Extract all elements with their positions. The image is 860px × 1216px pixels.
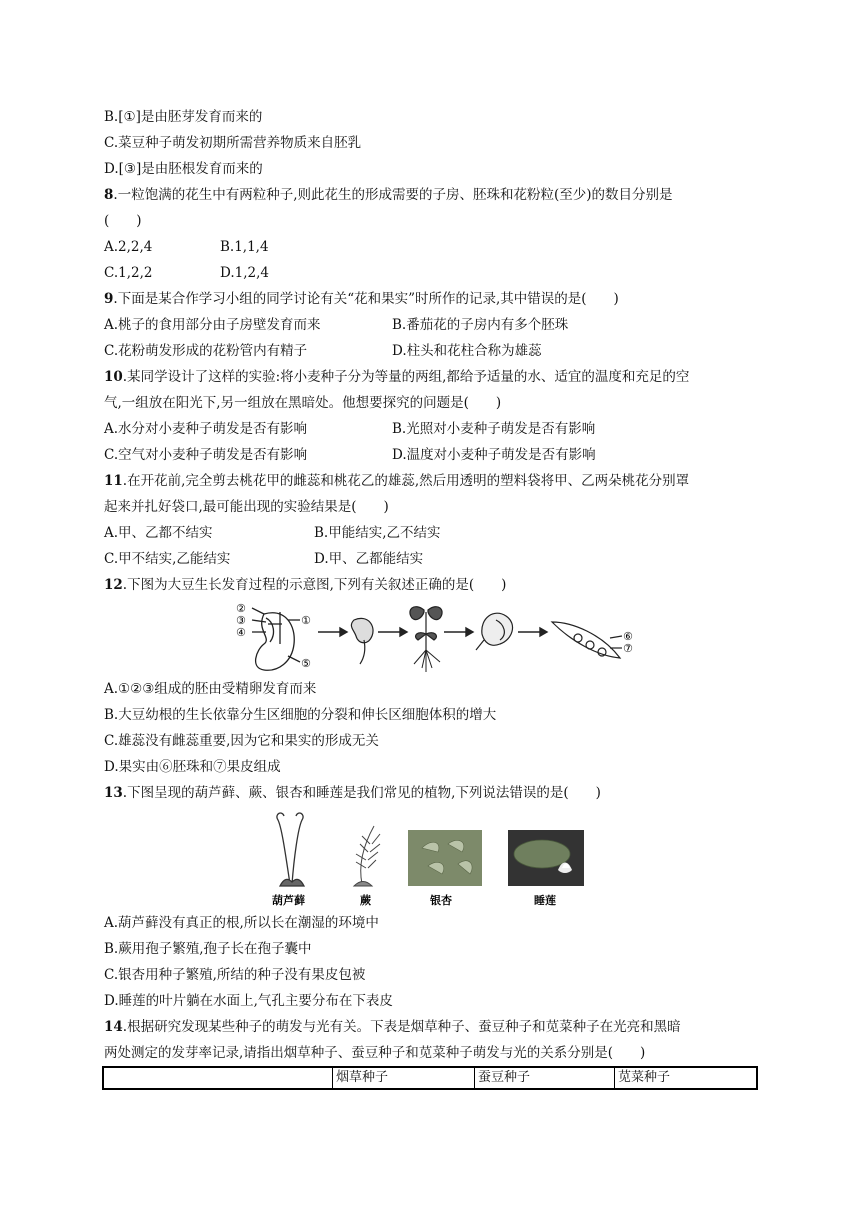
q12-option-b: B.大豆幼根的生长依靠分生区细胞的分裂和伸长区细胞体积的增大 <box>104 707 497 723</box>
q12-stem-text: .下图为大豆生长发育过程的示意图,下列有关叙述正确的是( ) <box>122 577 507 593</box>
q13-stem-text: .下图呈现的葫芦藓、蕨、银杏和睡莲是我们常见的植物,下列说法错误的是( ) <box>122 785 601 801</box>
q14-stem-text1: .根据研究发现某些种子的萌发与光有关。下表是烟草种子、蚕豆种子和苋菜种子在光亮和黑暗 <box>122 1019 681 1035</box>
q9-option-b: B.番茄花的子房内有多个胚珠 <box>392 317 569 333</box>
q8-options-row2 <box>104 264 269 282</box>
caption-ginkgo: 银杏 <box>430 894 452 907</box>
q11-option-d: D.甲、乙都能结实 <box>314 551 424 567</box>
q11-options-row2 <box>104 550 424 568</box>
q10-stem-line1 <box>104 368 689 386</box>
q10-option-c: C.空气对小麦种子萌发是否有影响 <box>104 447 308 463</box>
q11-option-a: A.甲、乙都不结实 <box>104 525 213 541</box>
q9-options-row1 <box>104 316 569 334</box>
q11-option-b: B.甲能结实,乙不结实 <box>314 525 441 541</box>
q11-options-row1 <box>104 524 441 542</box>
q10-options-row1 <box>104 420 596 438</box>
q12-stem <box>104 576 506 594</box>
label-6: ⑥ <box>623 630 633 643</box>
q14-stem-line1 <box>104 1018 681 1036</box>
q10-option-a: A.水分对小麦种子萌发是否有影响 <box>104 421 308 437</box>
q9-option-d: D.柱头和花柱合称为雄蕊 <box>392 343 542 359</box>
flower-icon <box>476 613 513 650</box>
q7-option-d: D.[③]是由胚根发育而来的 <box>104 161 263 177</box>
q9-option-c: C.花粉萌发形成的花粉管内有精子 <box>104 343 308 359</box>
q10-option-b: B.光照对小麦种子萌发是否有影响 <box>392 421 596 437</box>
q10-stem-line2: 气,一组放在阳光下,另一组放在黑暗处。他想要探究的问题是( ) <box>104 395 502 411</box>
q8-number: 8 <box>104 187 114 203</box>
q14-header-empty <box>104 1068 332 1088</box>
fern-icon <box>354 826 380 886</box>
q10-option-d: D.温度对小麦种子萌发是否有影响 <box>392 447 596 463</box>
label-4: ④ <box>236 626 246 639</box>
label-3: ③ <box>236 614 246 627</box>
label-7: ⑦ <box>623 642 633 655</box>
plant-images-row <box>262 808 592 910</box>
q8-paren: ( ) <box>104 213 142 229</box>
q9-number: 9 <box>104 291 114 307</box>
q11-stem-line2: 起来并扎好袋口,最可能出现的实验结果是( ) <box>104 499 389 515</box>
q9-option-a: A.桃子的食用部分由子房壁发育而来 <box>104 317 321 333</box>
germinating-seed-icon <box>351 618 373 664</box>
seedling-icon <box>410 607 442 672</box>
q14-table-header-row <box>102 1066 758 1090</box>
q13-option-c: C.银杏用种子繁殖,所结的种子没有果皮包被 <box>104 967 366 983</box>
q12-option-a: A.①②③组成的胚由受精卵发育而来 <box>104 681 317 697</box>
caption-water-lily: 睡莲 <box>534 894 556 907</box>
q14-header-broad-bean: 蚕豆种子 <box>474 1068 614 1088</box>
q8-stem-text: .一粒饱满的花生中有两粒种子,则此花生的形成需要的子房、胚珠和花粉粒(至少)的数目分别是 <box>113 187 673 203</box>
q9-stem-text: .下面是某合作学习小组的同学讨论有关“花和果实”时所作的记录,其中错误的是( ) <box>113 291 619 307</box>
label-2: ② <box>236 602 246 615</box>
q12-option-c: C.雄蕊没有雌蕊重要,因为它和果实的形成无关 <box>104 733 379 749</box>
q14-header-tobacco: 烟草种子 <box>332 1068 473 1088</box>
q13-option-d: D.睡莲的叶片躺在水面上,气孔主要分布在下表皮 <box>104 993 393 1009</box>
ginkgo-photo <box>408 830 482 886</box>
q11-number: 11 <box>104 473 123 489</box>
q8-option-a: A.2,2,4 <box>104 239 153 255</box>
q8-option-d: D.1,2,4 <box>220 265 269 281</box>
q11-stem-line1 <box>104 472 689 490</box>
label-5: ⑤ <box>301 657 311 670</box>
q12-number: 12 <box>104 577 123 593</box>
q7-option-c: C.菜豆种子萌发初期所需营养物质来自胚乳 <box>104 135 362 151</box>
seed-section-figure <box>252 608 300 670</box>
q10-number: 10 <box>104 369 123 385</box>
q13-option-b: B.蕨用孢子繁殖,孢子长在孢子囊中 <box>104 941 312 957</box>
soybean-growth-diagram <box>228 600 638 678</box>
q8-option-b: B.1,1,4 <box>220 239 269 255</box>
q8-options-row1 <box>104 238 269 256</box>
q12-option-d: D.果实由⑥胚珠和⑦果皮组成 <box>104 759 281 775</box>
pod-icon <box>552 622 622 658</box>
caption-moss: 葫芦藓 <box>272 894 305 907</box>
q8-option-c: C.1,2,2 <box>104 265 153 281</box>
q11-option-c: C.甲不结实,乙能结实 <box>104 551 231 567</box>
label-1: ① <box>301 614 311 627</box>
q14-stem-line2: 两处测定的发芽率记录,请指出烟草种子、蚕豆种子和苋菜种子萌发与光的关系分别是( ) <box>104 1045 646 1061</box>
q8-stem <box>104 186 673 204</box>
q14-number: 14 <box>104 1019 123 1035</box>
moss-icon <box>277 813 304 886</box>
q14-header-amaranth: 苋菜种子 <box>614 1068 756 1088</box>
q10-options-row2 <box>104 446 596 464</box>
q13-number: 13 <box>104 785 123 801</box>
q7-option-b: B.[①]是由胚芽发育而来的 <box>104 109 263 125</box>
q13-option-a: A.葫芦藓没有真正的根,所以长在潮湿的环境中 <box>104 915 379 931</box>
q13-stem <box>104 784 601 802</box>
q9-options-row2 <box>104 342 542 360</box>
q9-stem <box>104 290 619 308</box>
caption-fern: 蕨 <box>360 894 371 907</box>
q11-stem-text1: .在开花前,完全剪去桃花甲的雌蕊和桃花乙的雄蕊,然后用透明的塑料袋将甲、乙两朵桃花分别罩 <box>122 473 690 489</box>
q10-stem-text1: .某同学设计了这样的实验:将小麦种子分为等量的两组,都给予适量的水、适宜的温度和充足的空 <box>122 369 690 385</box>
